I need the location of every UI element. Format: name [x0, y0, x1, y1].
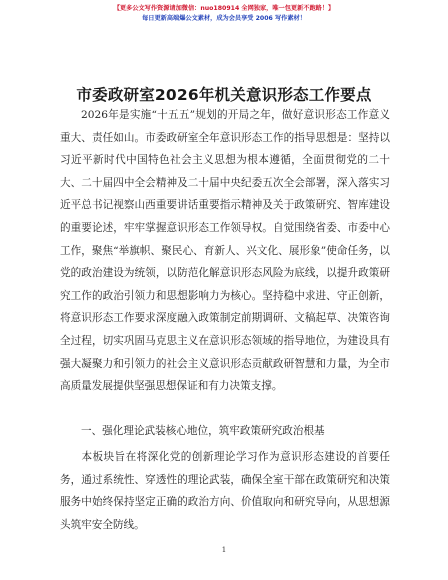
section-heading-1-text: 一、强化理论武装核心地位，筑牢政策研究政治根基: [81, 425, 325, 437]
paragraph-section-1-text: 本板块旨在将深化党的创新理论学习作为意识形态建设的首要任务，通过系统性、穿透性的理论武装，确保全室干部在政策研究和决策服务中始终保持坚定正确的政治方向、价值取向和研究导向，从思想源头筑牢安全防线。: [60, 451, 390, 531]
paragraph-intro: [60, 104, 390, 398]
paragraph-section-1: [60, 446, 390, 536]
promo-banner-line2: 每日更新高端爆公文素材，成为会员享受 2006 写作素材！: [142, 15, 306, 22]
promo-banner: [0, 4, 448, 24]
page-number: 1: [221, 546, 227, 554]
paragraph-intro-text: 2026年是实施“十五五”规划的开局之年，做好意识形态工作意义重大、责任如山。市委政研室全年意识形态工作的指导思想是：坚持以习近平新时代中国特色社会主义思想为根本遵循，全面贯彻党的二十大、二十届四中全会精神及二十届中央纪委五次全会部署，深入落实习近平总书记视察山西重要讲话重要指示精神及关于政策研究、智库建设的重要论述，牢牢掌握意识形态工作领导权。自觉围绕省委、市委中心工作，聚焦“举旗帜、聚民心、育新人、兴文化、展形象”使命任务，以党的政治建设为统领，以防范化解意识形态风险为底线，以提升政策研究工作的政治引领力和思想影响力为核心。坚持稳中求进、守正创新，将意识形态工作要求深度融入政策制定前期调研、文稿起草、决策咨询全过程，切实巩固马克思主义在意识形态领域的指导地位，为建设具有强大凝聚力和引领力的社会主义意识形态贡献政研智慧和力量，为全市高质量发展提供坚强思想保证和有力决策支撑。: [60, 109, 390, 393]
document-title: 市委政研室2026年机关意识形态工作要点: [76, 86, 372, 104]
promo-banner-line1: 【更多公文写作资源请加微信：nuo180914 全网独家，唯一包更新不跑路！】: [113, 5, 335, 12]
section-heading-1: [60, 420, 390, 443]
